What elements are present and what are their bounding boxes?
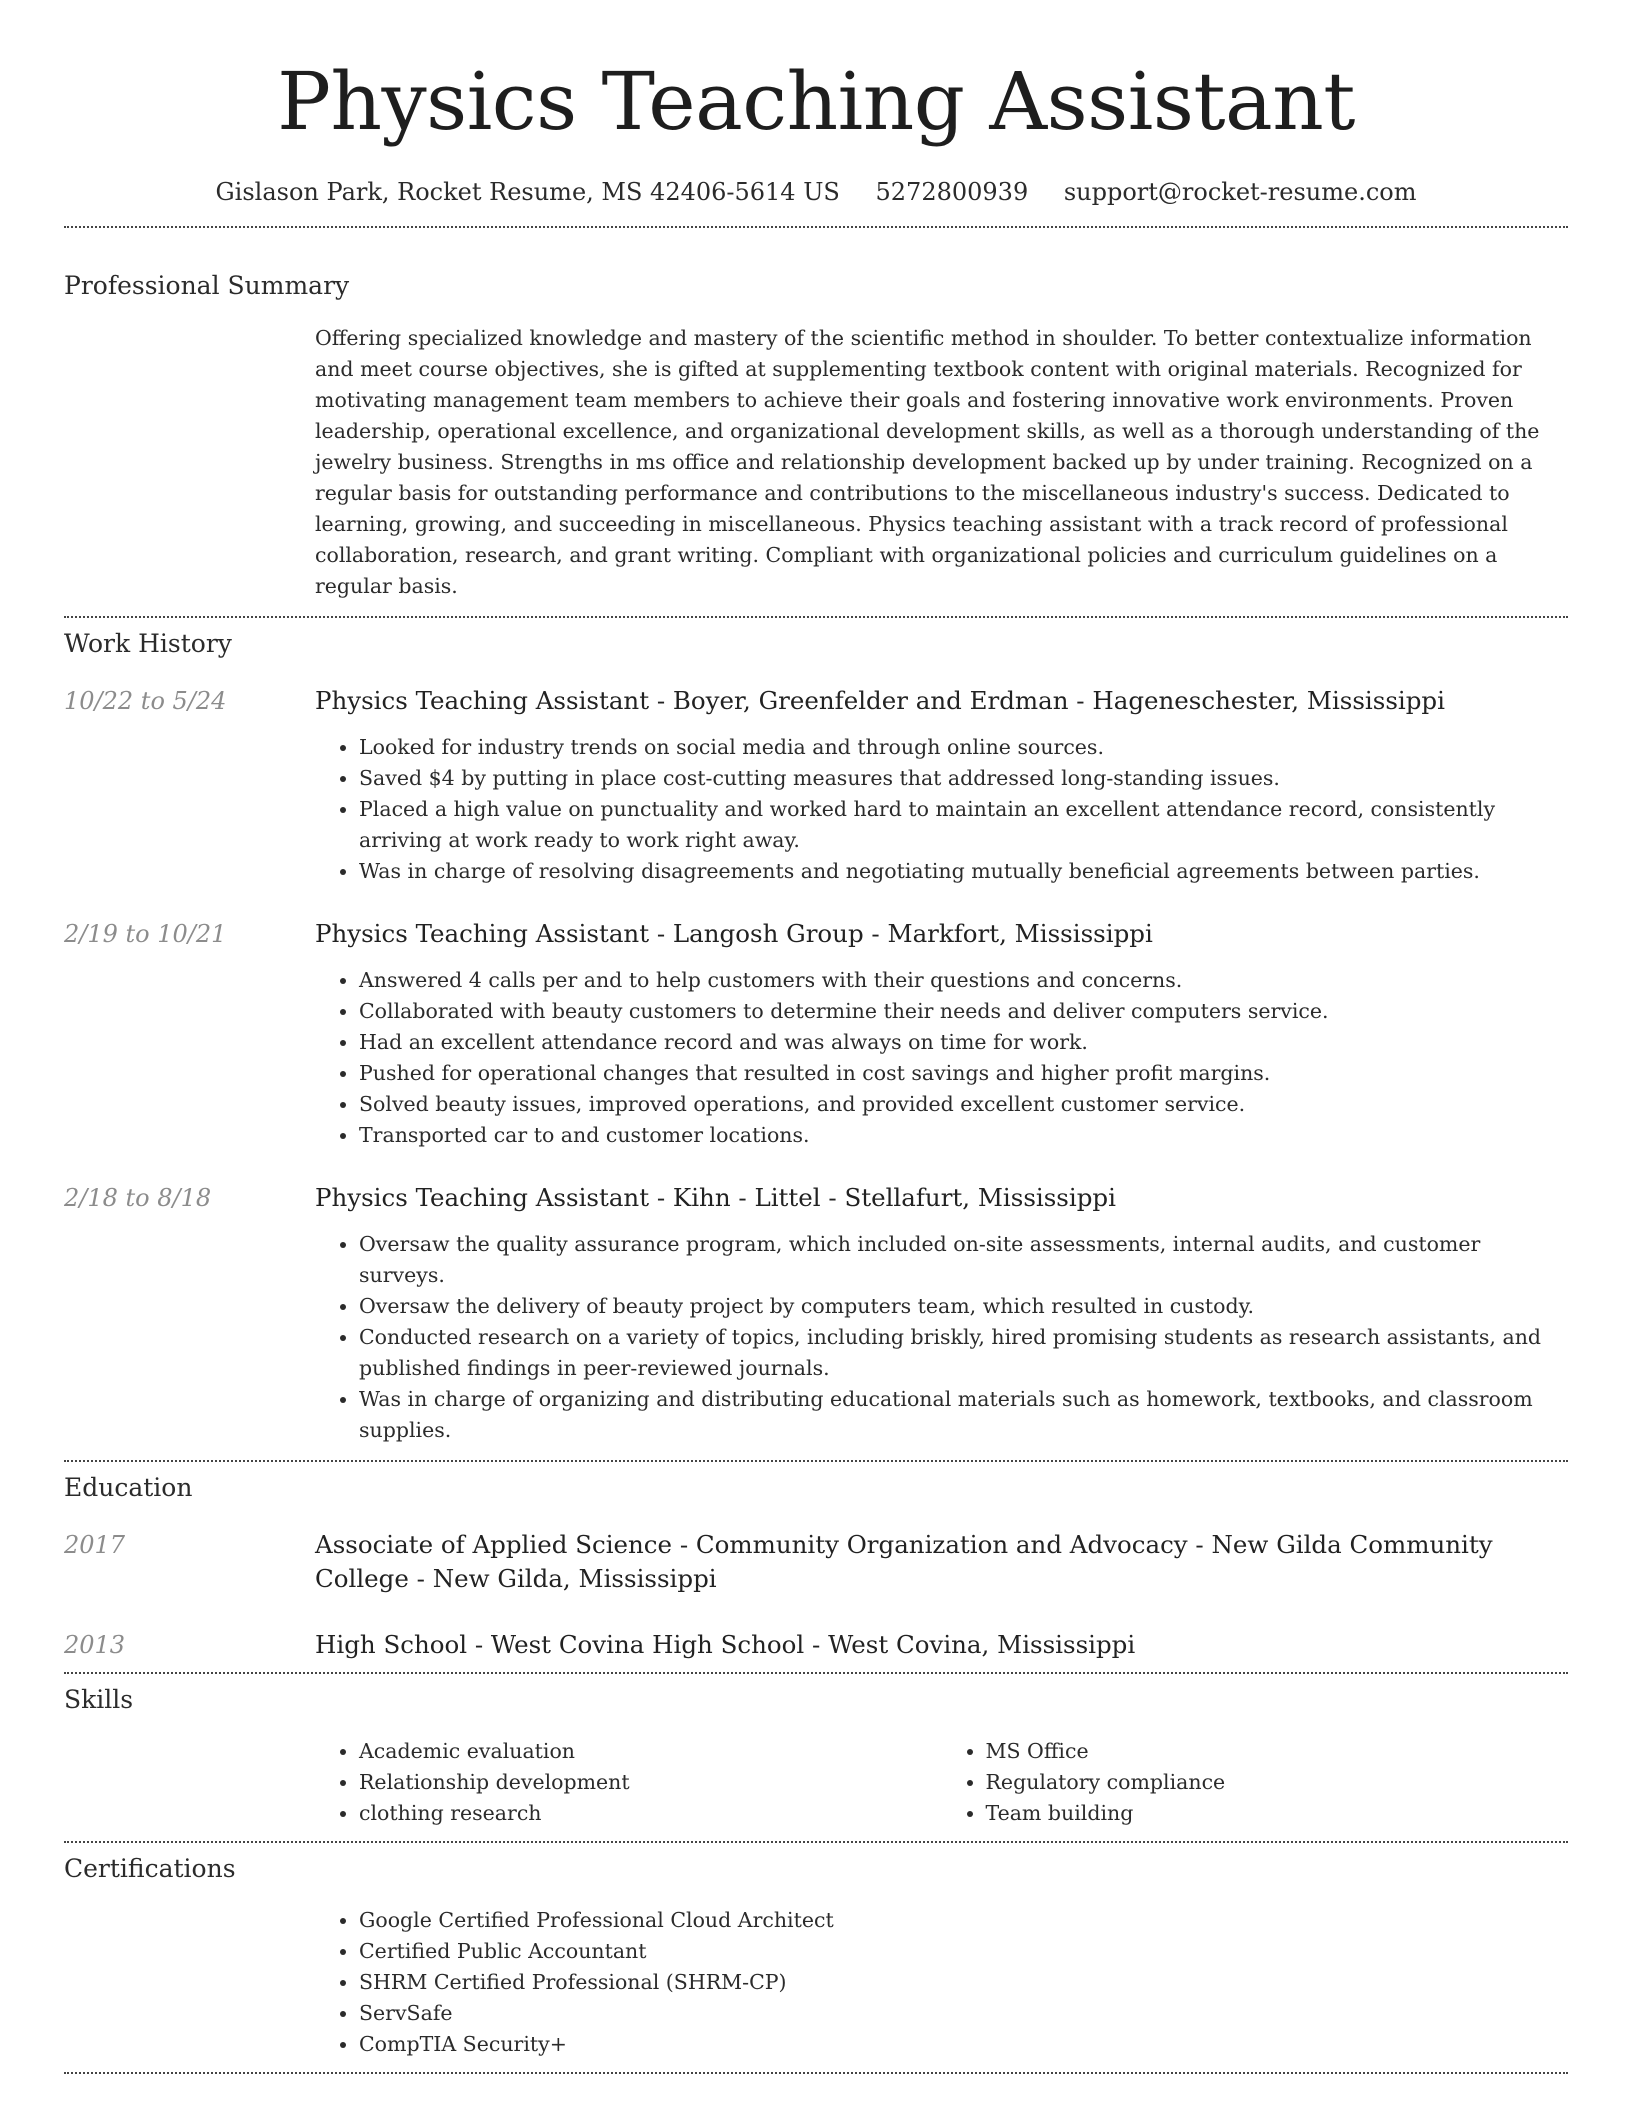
summary-text: Offering specialized knowledge and mastery of the scientific method in shoulder. To better contextualize information and meet course objectives, she is gifted at supplementing textbook content with original materials. Recognized for motivating management team members to achieve their goals and fostering innovative work environments. Proven leadership, operational excellence, and organizational development skills, as well as a thorough understanding of the jewelry business. Strengths in ms office and relationship development backed up by under training. Recognized on a regular basis for outstanding performance and contributions to the miscellaneous industry's success. Dedicated to learning, growing, and succeeding in miscellaneous. Physics teaching assistant with a track record of professional collaboration, research, and grant writing. Compliant with organizational policies and curriculum guidelines on a regular basis. [315, 326, 1540, 598]
list-item: • Was in charge of organizing and distributing educational materials such as homework, textbooks, and classroom supplies. [359, 1384, 1568, 1446]
job-dates: 10/22 to 5/24 [64, 687, 227, 715]
list-item: • MS Office [986, 1736, 1569, 1767]
contact-line [64, 176, 1568, 208]
contact-address: Gislason Park, Rocket Resume, MS 42406-5614 US [215, 178, 840, 206]
list-item: • Transported car to and customer locations. [359, 1120, 1568, 1151]
job-dates: 2/19 to 10/21 [64, 920, 227, 948]
contact-email: support@rocket-resume.com [1063, 178, 1417, 206]
section-title-work: Work History [64, 629, 232, 658]
divider [64, 1841, 1568, 1843]
divider [64, 2072, 1568, 2074]
education-heading: High School - West Covina High School - West Covina, Mississippi [315, 1630, 1136, 1659]
list-item: • Answered 4 calls per and to help customers with their questions and concerns. [359, 965, 1568, 996]
skills-list-right [942, 1736, 1569, 1829]
list-item: • Certified Public Accountant [359, 1936, 1568, 1967]
list-item: • Pushed for operational changes that resulted in cost savings and higher profit margins. [359, 1058, 1568, 1089]
job-entry [64, 1181, 1568, 1446]
education-year: 2017 [64, 1531, 126, 1559]
divider [64, 1672, 1568, 1674]
skills-content [315, 1736, 1568, 1829]
education-entry [64, 1628, 1568, 1662]
list-item: • SHRM Certified Professional (SHRM-CP) [359, 1967, 1568, 1998]
list-item: • Placed a high value on punctuality and worked hard to maintain an excellent attendance record, consistently arriving at work ready to work right away. [359, 794, 1568, 856]
resume-name: Physics Teaching Assistant [277, 55, 1355, 148]
job-bullets [315, 1229, 1568, 1446]
list-item: • Conducted research on a variety of topics, including briskly, hired promising students as research assistants, and published findings in peer-reviewed journals. [359, 1322, 1568, 1384]
job-bullets [315, 732, 1568, 887]
job-heading: Physics Teaching Assistant - Kihn - Littel - Stellafurt, Mississippi [315, 1183, 1116, 1212]
education-heading: Associate of Applied Science - Community Organization and Advocacy - New Gilda Community College - New Gilda, Mississippi [315, 1530, 1493, 1593]
list-item: • Oversaw the delivery of beauty project by computers team, which resulted in custody. [359, 1291, 1568, 1322]
job-entry [64, 684, 1568, 887]
section-title-skills: Skills [64, 1685, 134, 1714]
list-item: • Had an excellent attendance record and was always on time for work. [359, 1027, 1568, 1058]
list-item: • Relationship development [359, 1767, 942, 1798]
summary-content [315, 323, 1568, 602]
list-item: • CompTIA Security+ [359, 2029, 1568, 2060]
contact-phone: 5272800939 [875, 178, 1029, 206]
list-item: • Regulatory compliance [986, 1767, 1569, 1798]
list-item: • Collaborated with beauty customers to determine their needs and deliver computers service. [359, 996, 1568, 1027]
job-heading: Physics Teaching Assistant - Boyer, Greenfelder and Erdman - Hageneschester, Mississippi [315, 686, 1445, 715]
resume-page [64, 0, 1568, 2074]
list-item: • Looked for industry trends on social media and through online sources. [359, 732, 1568, 763]
education-year: 2013 [64, 1631, 126, 1659]
list-item: • Saved $4 by putting in place cost-cutting measures that addressed long-standing issues. [359, 763, 1568, 794]
divider [64, 1460, 1568, 1462]
job-dates: 2/18 to 8/18 [64, 1184, 212, 1212]
list-item: • Google Certified Professional Cloud Architect [359, 1905, 1568, 1936]
list-item: • Team building [986, 1798, 1569, 1829]
section-title-certifications: Certifications [64, 1854, 236, 1883]
list-item: • Academic evaluation [359, 1736, 942, 1767]
certifications-content [315, 1905, 1568, 2060]
list-item: • Solved beauty issues, improved operations, and provided excellent customer service. [359, 1089, 1568, 1120]
section-title-education: Education [64, 1473, 193, 1502]
list-item: • Was in charge of resolving disagreements and negotiating mutually beneficial agreements between parties. [359, 856, 1568, 887]
education-entry [64, 1528, 1568, 1596]
divider [64, 616, 1568, 618]
skills-list-left [315, 1736, 942, 1829]
list-item: • Oversaw the quality assurance program, which included on-site assessments, internal audits, and customer surveys. [359, 1229, 1568, 1291]
list-item: • clothing research [359, 1798, 942, 1829]
divider [64, 226, 1568, 228]
job-heading: Physics Teaching Assistant - Langosh Group - Markfort, Mississippi [315, 919, 1153, 948]
job-bullets [315, 965, 1568, 1151]
section-title-summary: Professional Summary [64, 271, 350, 300]
list-item: • ServSafe [359, 1998, 1568, 2029]
job-entry [64, 917, 1568, 1151]
